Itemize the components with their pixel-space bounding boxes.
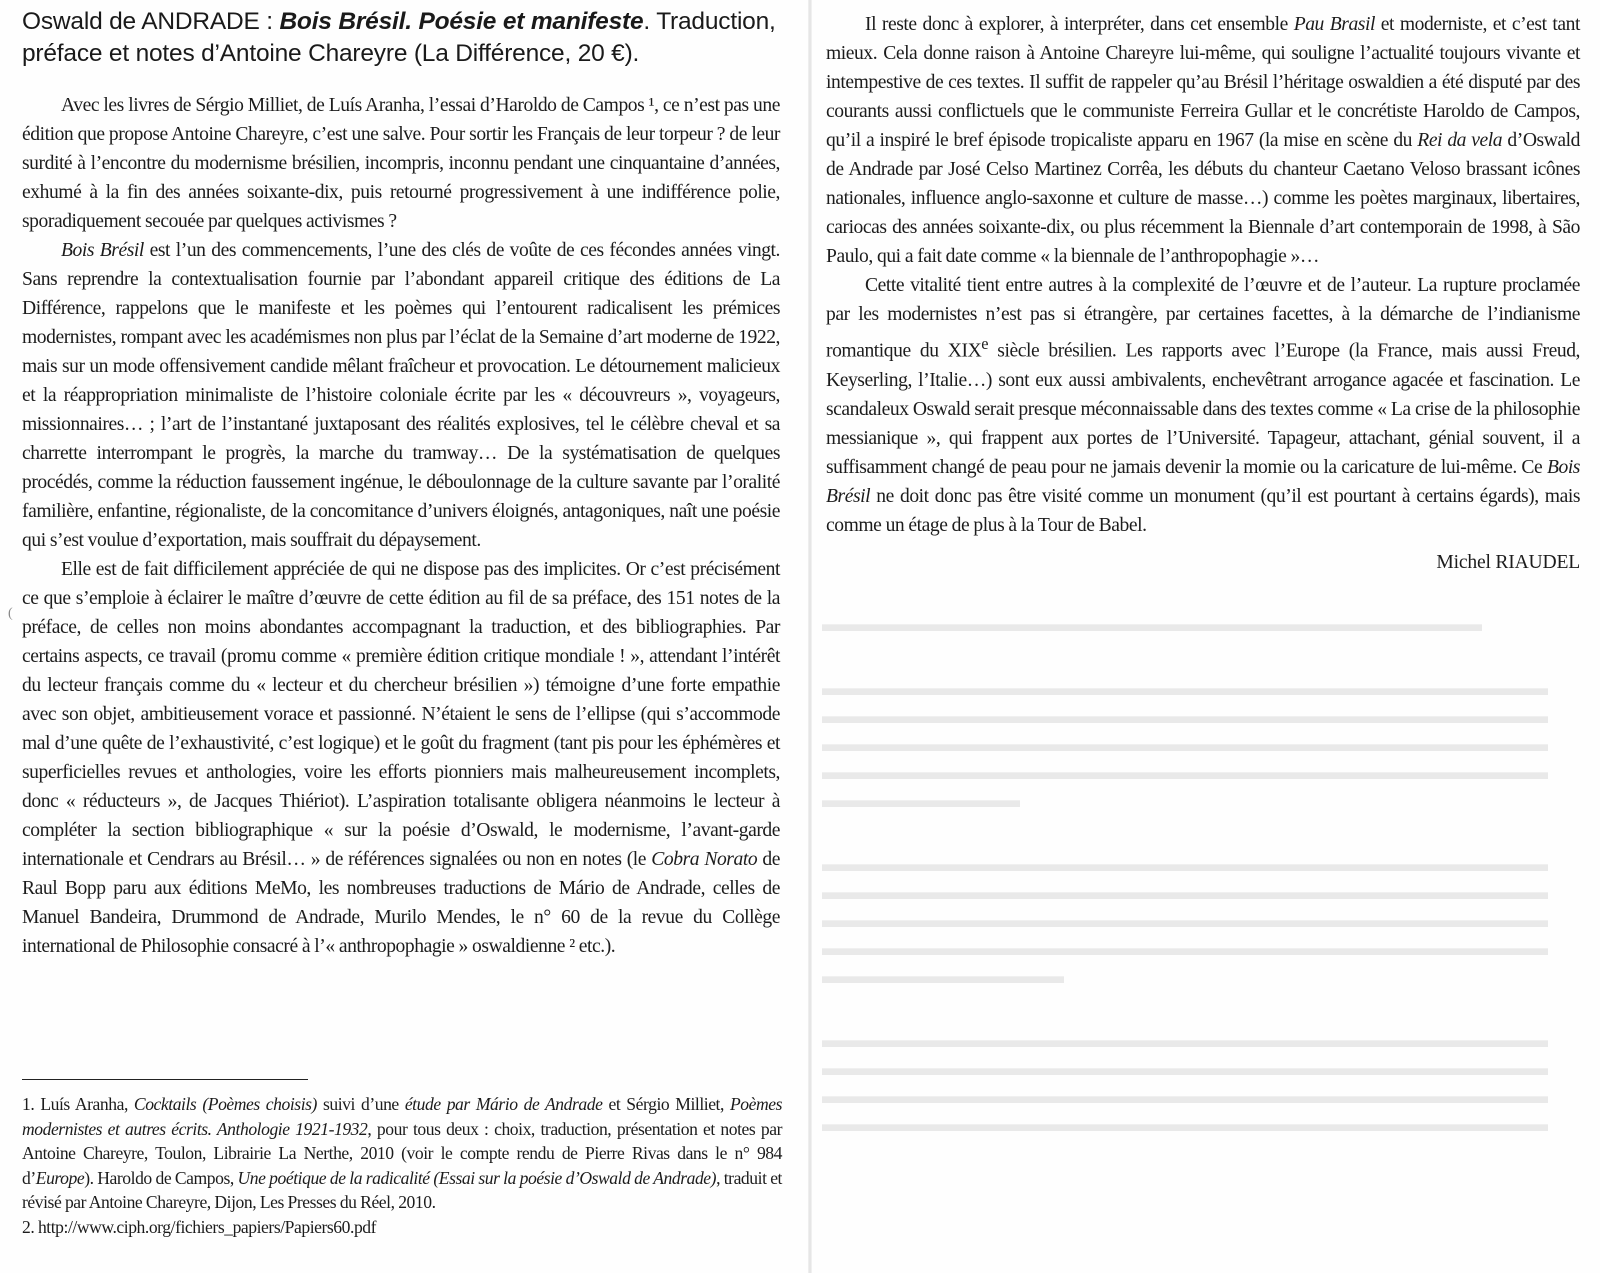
footnotes [22,1092,782,1239]
paragraph-1: Avec les livres de Sérgio Milliet, de Luís Aranha, l’essai d’Haroldo de Campos ¹, ce n’est pas une édition que propose Antoine Chareyre, c’est une salve. Pour sortir les Français de leur torpeur ? de leur surdité à l’encontre du modernisme brésilien, incompris, inconnu pendant une cinquantaine d’années, exhumé à la fin des années soixante-dix, puis retourné progressivement à une indifférence polie, sporadiquement secouée par quelques activismes ? [22,95,780,232]
heading-details: . Traduction, préface et notes d’Antoine Chareyre (La Différence, 20 €). [22,8,776,67]
paragraph-4-body-b: et moderniste, et c’est tant mieux. Cela donne raison à Antoine Chareyre lui-même, qui souligne l’actualité toujours vivante et intempestive de ces textes. Il suffit de rappeler qu’au Brésil l’héritage oswaldien a été disputé par des courants aussi conflictuels que le communiste Ferreira Gullar et le concrétiste Haroldo de Campos, qu’il a inspiré le bref épisode tropicaliste apparu en 1967 (la mise en scène du [826,14,1580,151]
author-signature: Michel RIAUDEL [1436,551,1580,573]
paragraph-5-title: Bois Brésil [826,456,1580,507]
paragraph-5-body-b: siècle brésilien. Les rapports avec l’Europe (la France, mais aussi Freud, Keyserling, l’Italie…) sont eux aussi ambivalents, enchevêtrant arrogance agacée et fascination. Le scandaleux Oswald serait presque méconnaissable dans des textes comme « La crise de la philosophie messianique », qui frappent aux portes de l’Université. Tapageur, attachant, génial souvent, il a suffisamment changé de peau pour ne jamais devenir la momie ou la caricature de lui-même. Ce [826,340,1580,478]
paragraph-2 [22,236,780,555]
footnote-1-text-e: ). Haroldo de Campos, [84,1167,238,1188]
paragraph-3 [22,555,780,961]
paragraph-4-body-a: Il reste donc à explorer, à interpréter, dans cet ensemble [865,14,1294,35]
scan-speck: ( [8,606,13,621]
paragraph-4 [826,10,1580,271]
footnote-rule [22,1079,308,1080]
paragraph-4-title-pau-brasil: Pau Brasil [1293,14,1375,35]
footnote-1-text-c: et Sérgio Milliet, [602,1094,730,1114]
page-seam [808,0,812,1273]
footnote-1-title-poemes: Poèmes modernistes et autres écrits. Anthologie 1921-1932 [22,1094,782,1139]
footnote-1-title-cocktails: Cocktails (Poèmes choisis) [133,1094,317,1114]
paragraph-5-body-c: ne doit donc pas être visité comme un monument (qu’il est pourtant à certains égards), mais comme un étage de plus à la Tour de Babel. [826,485,1580,536]
paragraph-4-body-c: d’Oswald de Andrade par José Celso Martinez Corrêa, les débuts du chanteur Caetano Veloso brassant icônes nationales, influence anglo-saxonne et culture de masse…) comme les poètes marginaux, libertaires, cariocas des années soixante-dix, ou plus récemment la Biennale d’art contemporain de 1998, à São Paulo, qui a fait date comme « la biennale de l’anthropophagie »… [826,130,1580,267]
right-column [826,10,1580,577]
footnote-1-text-a: 1. Luís Aranha, [22,1094,134,1114]
heading-book-title: Bois Brésil. Poésie et manifeste [279,8,644,35]
review-heading [22,6,780,70]
footnote-1 [22,1092,782,1215]
paragraph-5-superscript: e [981,334,989,353]
footnote-1-title-etude: étude par Mário de Andrade [404,1094,603,1114]
verso-show-through: ▬▬▬▬▬▬▬▬▬▬▬▬▬▬▬▬▬▬▬▬▬▬▬▬▬▬▬▬▬▬ ▬▬▬▬▬▬▬▬▬▬▬▬▬▬▬▬▬▬▬▬▬▬▬▬▬▬▬▬▬▬▬▬▬ ▬▬▬▬▬▬▬▬▬▬▬▬▬▬▬▬▬▬▬▬▬▬▬▬▬▬▬▬▬▬▬▬▬ ▬▬▬▬▬▬▬▬▬▬▬▬▬▬▬▬▬▬▬▬▬▬▬▬▬▬▬▬▬▬▬▬▬ ▬▬▬▬▬▬▬▬▬▬▬▬▬▬▬▬▬▬▬▬▬▬▬▬▬▬▬▬▬▬▬▬▬ ▬▬▬▬▬▬▬▬▬ ▬▬▬▬▬▬▬▬▬▬▬▬▬▬▬▬▬▬▬▬▬▬▬▬▬▬▬▬▬▬▬▬▬ ▬▬▬▬▬▬▬▬▬▬▬▬▬▬▬▬▬▬▬▬▬▬▬▬▬▬▬▬▬▬▬▬▬ ▬▬▬▬▬▬▬▬▬▬▬▬▬▬▬▬▬▬▬▬▬▬▬▬▬▬▬▬▬▬▬▬▬ ▬▬▬▬▬▬▬▬▬▬▬▬▬▬▬▬▬▬▬▬▬▬▬▬▬▬▬▬▬▬▬▬▬ ▬▬▬▬▬▬▬▬▬▬▬ ▬▬▬▬▬▬▬▬▬▬▬▬▬▬▬▬▬▬▬▬▬▬▬▬▬▬▬▬▬▬▬▬▬ ▬▬▬▬▬▬▬▬▬▬▬▬▬▬▬▬▬▬▬▬▬▬▬▬▬▬▬▬▬▬▬▬▬ ▬▬▬▬▬▬▬▬▬▬▬▬▬▬▬▬▬▬▬▬▬▬▬▬▬▬▬▬▬▬▬▬▬ ▬▬▬▬▬▬▬▬▬▬▬▬▬▬▬▬▬▬▬▬▬▬▬▬▬▬▬▬▬▬▬▬▬ [822,611,1548,1136]
paragraph-5 [826,271,1580,540]
footnote-1-text-b: suivi d’une [316,1094,405,1114]
footnote-1-text-d: , pour tous deux : choix, traduction, présentation et notes par Antoine Chareyre, Toulon, Librairie La Nerthe, 2010 (voir le compte rendu de Pierre Rivas dans le n° 984 d’ [22,1118,782,1188]
footnote-1-title-poetique: Une poétique de la radicalité (Essai sur la poésie d’Oswald de Andrade) [237,1167,717,1188]
footnote-1-text-f: , traduit et révisé par Antoine Chareyre, Dijon, Les Presses du Réel, 2010. [22,1167,782,1212]
paragraph-3-body-b: de Raul Bopp paru aux éditions MeMo, les nombreuses traductions de Mário de Andrade, celles de Manuel Bandeira, Drummond de Andrade, Murilo Mendes, le n° 60 de la revue du Collège international de Philosophie consacré à l’« anthropophagie » oswaldienne ² etc.). [22,849,781,957]
footnote-1-title-europe: Europe [35,1167,85,1188]
left-column [22,6,780,961]
paragraph-2-body: est l’un des commencements, l’une des clés de voûte de ces fécondes années vingt. Sans reprendre la contextualisation fournie par l’abondant appareil critique des éditions de La Différence, rappelons que le manifeste et les poèmes qui l’entourent radicalisent les prémices modernistes, rompant avec les académismes non plus par l’éclat de la Semaine d’art moderne de 1922, mais sur un mode offensivement candide mêlant fraîcheur et provocation. Le détournement malicieux et la réappropriation minimaliste de l’histoire coloniale écrite par les « découvreurs », voyageurs, missionnaires… ; l’art de l’instantané juxtaposant des réalités explosives, tel le célèbre cheval et sa charrette interrompant le progrès, la marche du tramway… De la systématisation de quelques procédés, comme la réduction faussement ingénue, le déboulonnage de la culture savante par l’oralité familière, enfantine, régionaliste, de la concomitance d’univers éloignés, antagoniques, naît une poésie qui s’est voulue d’exportation, mais souffrait du dépaysement. [22,240,780,551]
paragraph-4-title-rei-da-vela: Rei da vela [1417,130,1503,151]
footnote-2: 2. http://www.ciph.org/fichiers_papiers/Papiers60.pdf [22,1216,377,1237]
paragraph-3-body-a: Elle est de fait difficilement appréciée de qui ne dispose pas des implicites. Or c’est précisément ce que s’emploie à éclairer le maître d’œuvre de cette édition au fil de sa préface, des 151 notes de la préface, de celles non moins abondantes accompagnant la traduction, et des bibliographies. Par certains aspects, ce travail (promu comme « première édition critique mondiale ! », attendant l’intérêt du lecteur français comme du « lecteur et du chercheur brésilien ») témoigne d’une forte empathie avec son objet, ambitieusement vorace et passionné. N’étaient le sens de l’ellipse (qui s’accommode mal d’une quête de l’exhaustivité, c’est logique) et le goût du fragment (tant pis pour les éphémères et superficielles revues et anthologies, voire les efforts pionniers mais malheureusement incomplets, donc « réducteurs », de Jacques Thiériot). L’aspiration totalisante obligera néanmoins le lecteur à compléter la section bibliographique « sur la poésie d’Oswald, le modernisme, l’avant-garde internationale et Cendrars au Brésil… » de références signalées ou non en notes (le [22,559,780,870]
heading-author: Oswald de ANDRADE : [22,8,273,35]
paragraph-3-title: Cobra Norato [651,849,758,870]
paragraph-2-title: Bois Brésil [61,240,144,261]
paragraph-5-body-a: Cette vitalité tient entre autres à la complexité de l’œuvre et de l’auteur. La rupture proclamée par les modernistes n’est pas si étrangère, par certaines facettes, à la démarche de l’indianisme romantique du XIX [826,275,1580,362]
